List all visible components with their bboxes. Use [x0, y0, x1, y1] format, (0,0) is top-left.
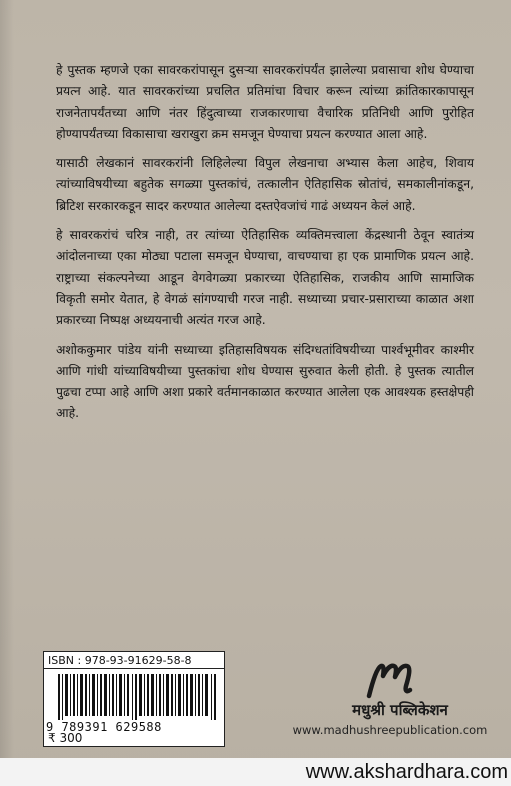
blurb-paragraph-2: यासाठी लेखकानं सावरकरांनी लिहिलेल्या विपुल लेखनाचा अभ्यास केला आहेच, शिवाय त्यांच्याविषयीच्या बहुतेक सगळ्या पुस्तकांचं, तत्कालीन ऐतिहासिक स्रोतांचं, समकालीनांकडून, ब्रिटिश सरकारकडून सादर करण्यात आलेल्या दस्तऐवजांचं गाढं अध्ययन केलं आहे. — [56, 156, 474, 213]
publisher-website: www.madhushreepublication.com — [292, 723, 488, 737]
watermark-text: www.akshardhara.com — [305, 761, 508, 783]
spine-shadow — [0, 0, 14, 786]
isbn-label: ISBN : 978-93-91629-58-8 — [44, 652, 224, 669]
barcode-digits: 9 789391 629588 — [46, 720, 162, 734]
publisher-m-logo-icon — [365, 660, 427, 700]
blurb-paragraph-3: हे सावरकरांचं चरित्र नाही, तर त्यांच्या ऐतिहासिक व्यक्तिमत्त्वाला केंद्रस्थानी ठेवून स्वातंत्र्य आंदोलनाच्या एका मोठ्या पटाला समजून घेण्याचा, वाचण्याचा हा एक प्रामाणिक प्रयत्न आहे. राष्ट्राच्या संकल्पनेच्या आडून वेगवेगळ्या प्रकारच्या ऐतिहासिक, राजकीय आणि सामाजिक विकृती समोर येतात, हे वेगळं सांगण्याची गरज नाही. सध्याच्या प्रचार-प्रसाराच्या काळात अशा प्रकारच्या निष्पक्ष अध्ययनाची अत्यंत गरज आहे. — [56, 228, 474, 328]
publisher-name: मधुश्री पब्लिकेशन — [352, 701, 448, 719]
blurb-paragraph-4: अशोककुमार पांडेय यांनी सध्याच्या इतिहासविषयक संदिग्धतांविषयीच्या पार्श्वभूमीवर काश्मीर आणि गांधी यांच्याविषयीच्या पुस्तकांचा शोध घेण्यास सुरुवात केली होती. हे पुस्तक त्यातील पुढचा टप्पा आहे आणि अशा प्रकारे वर्तमानकाळात करण्यात आलेला एक आवश्यक हस्तक्षेपही आहे. — [56, 342, 474, 421]
isbn-barcode-box — [43, 651, 225, 747]
barcode-icon — [58, 674, 218, 720]
blurb-text — [56, 60, 474, 433]
price-label: ₹ 300 — [48, 731, 83, 745]
blurb-paragraph-1: हे पुस्तक म्हणजे एका सावरकरांपासून दुसऱ्या सावरकरांपर्यंत झालेल्या प्रवासाचा शोध घेण्याचा प्रयत्न आहे. यात सावरकरांच्या प्रचलित प्रतिमांचा विचार करून त्यांच्या क्रांतिकारकापासून राजनेतापर्यंतच्या आणि नंतर हिंदुत्वाच्या राजकारणाचा वैचारिक प्रतिनिधी आणि पुरोहित होण्यापर्यंतच्या विकासाचा खराखुरा क्रम समजून घेण्याचा प्रयत्न करण्यात आला आहे. — [56, 63, 474, 141]
